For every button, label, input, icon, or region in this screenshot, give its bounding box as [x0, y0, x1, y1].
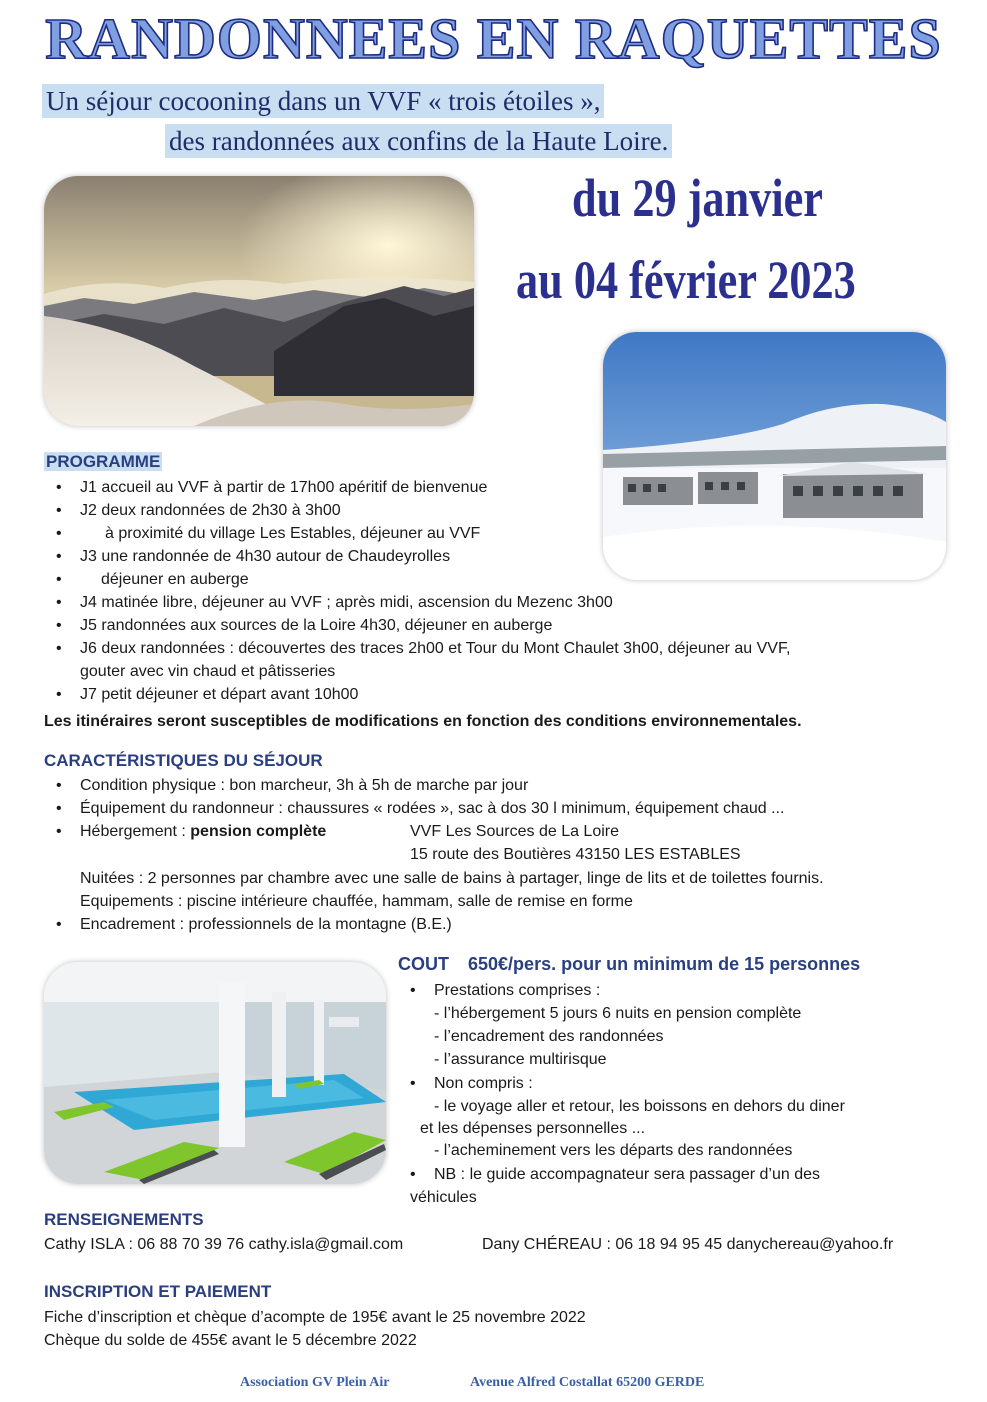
prestation-line: - l’encadrement des randonnées [434, 1028, 664, 1045]
nuitees-text: Nuitées : 2 personnes par chambre avec une salle de bains à partager, linge de lits et de toilettes fournis. [80, 870, 824, 887]
date-end: au 04 février 2023 [516, 250, 856, 310]
contact-dany: Dany CHÉREAU : 06 18 94 95 45 danychereau@yahoo.fr [482, 1236, 894, 1253]
programme-list [44, 476, 790, 706]
programme-item: • J4 matinée libre, déjeuner au VVF ; après midi, ascension du Mezenc 3h00 [44, 591, 790, 614]
subtitle-line-2: des randonnées aux confins de la Haute Loire. [165, 124, 672, 158]
non-compris-line: - le voyage aller et retour, les boissons en dehors du diner [434, 1098, 845, 1115]
programme-item-text: déjeuner en auberge [101, 571, 249, 588]
footer-address: Avenue Alfred Costallat 65200 GERDE [470, 1375, 705, 1390]
nb-list [398, 1163, 820, 1186]
programme-item: • J2 deux randonnées de 2h30 à 3h00 [44, 499, 790, 522]
programme-item: • J7 petit déjeuner et départ avant 10h00 [44, 683, 790, 706]
inscription-line: Fiche d’inscription et chèque d’acompte de 195€ avant le 25 novembre 2022 [44, 1309, 586, 1326]
renseignements-heading: RENSEIGNEMENTS [44, 1210, 204, 1229]
programme-item [44, 568, 790, 591]
equipements-text: Equipements : piscine intérieure chauffée, hammam, salle de remise en forme [80, 893, 633, 910]
cout-label: COUT [398, 954, 449, 974]
hebergement-value: pension complète [190, 823, 327, 840]
prestation-line: - l’assurance multirisque [434, 1051, 607, 1068]
date-start: du 29 janvier [572, 168, 823, 228]
hebergement-label: Hébergement : [80, 823, 191, 840]
subtitle-line-1: Un séjour cocooning dans un VVF « trois étoiles », [42, 84, 604, 118]
programme-note: Les itinéraires seront susceptibles de modifications en fonction des conditions environnementales. [44, 713, 802, 730]
programme-item: • J5 randonnées aux sources de la Loire 4h30, déjeuner en auberge [44, 614, 790, 637]
pool-photo [44, 962, 386, 1184]
prestations-label: • Prestations comprises : [398, 979, 600, 1002]
nb-line-2: véhicules [410, 1189, 477, 1206]
programme-item: • J6 deux randonnées : découvertes des traces 2h00 et Tour du Mont Chaulet 3h00, déjeuner au VVF, [44, 637, 790, 660]
non-compris-label: • Non compris : [398, 1072, 533, 1095]
equipement-item: • Équipement du randonneur : chaussures « rodées », sac à dos 30 l minimum, équipement chaud ... [44, 797, 944, 820]
prestations-list [398, 979, 600, 1002]
encadrement-item: • Encadrement : professionnels de la montagne (B.E.) [44, 913, 452, 936]
prestation-line: - l’hébergement 5 jours 6 nuits en pension complète [434, 1005, 802, 1022]
condition-item: • Condition physique : bon marcheur, 3h à 5h de marche par jour [44, 774, 944, 797]
programme-item: • J1 accueil au VVF à partir de 17h00 apéritif de bienvenue [44, 476, 790, 499]
encadrement-list [44, 913, 452, 936]
footer-association: Association GV Plein Air [240, 1375, 390, 1390]
inscription-heading: INSCRIPTION ET PAIEMENT [44, 1282, 272, 1301]
non-compris-line: et les dépenses personnelles ... [420, 1120, 646, 1137]
page-title: RANDONNEES EN RAQUETTES [45, 6, 942, 71]
inscription-line: Chèque du solde de 455€ avant le 5 décembre 2022 [44, 1332, 417, 1349]
nb-line: • NB : le guide accompagnateur sera passager d’un des [398, 1163, 820, 1186]
vvf-address: 15 route des Boutières 43150 LES ESTABLES [410, 846, 741, 863]
contact-cathy: Cathy ISLA : 06 88 70 39 76 cathy.isla@gmail.com [44, 1236, 404, 1253]
vvf-name: VVF Les Sources de La Loire [410, 823, 620, 840]
non-compris-list [398, 1072, 533, 1095]
programme-item: • à proximité du village Les Estables, déjeuner au VVF [44, 522, 790, 545]
cout-price: 650€/pers. pour un minimum de 15 personnes [468, 954, 861, 974]
programme-heading-text: PROGRAMME [46, 452, 161, 471]
programme-heading [44, 452, 162, 472]
caracteristiques-heading: CARACTÉRISTIQUES DU SÉJOUR [44, 751, 323, 770]
cout-header [398, 954, 860, 975]
non-compris-line: - l’acheminement vers les départs des randonnées [434, 1142, 793, 1159]
programme-item: • J3 une randonnée de 4h30 autour de Chaudeyrolles [44, 545, 790, 568]
programme-item: gouter avec vin chaud et pâtisseries [80, 663, 336, 680]
mountain-sunset-photo [44, 176, 474, 426]
